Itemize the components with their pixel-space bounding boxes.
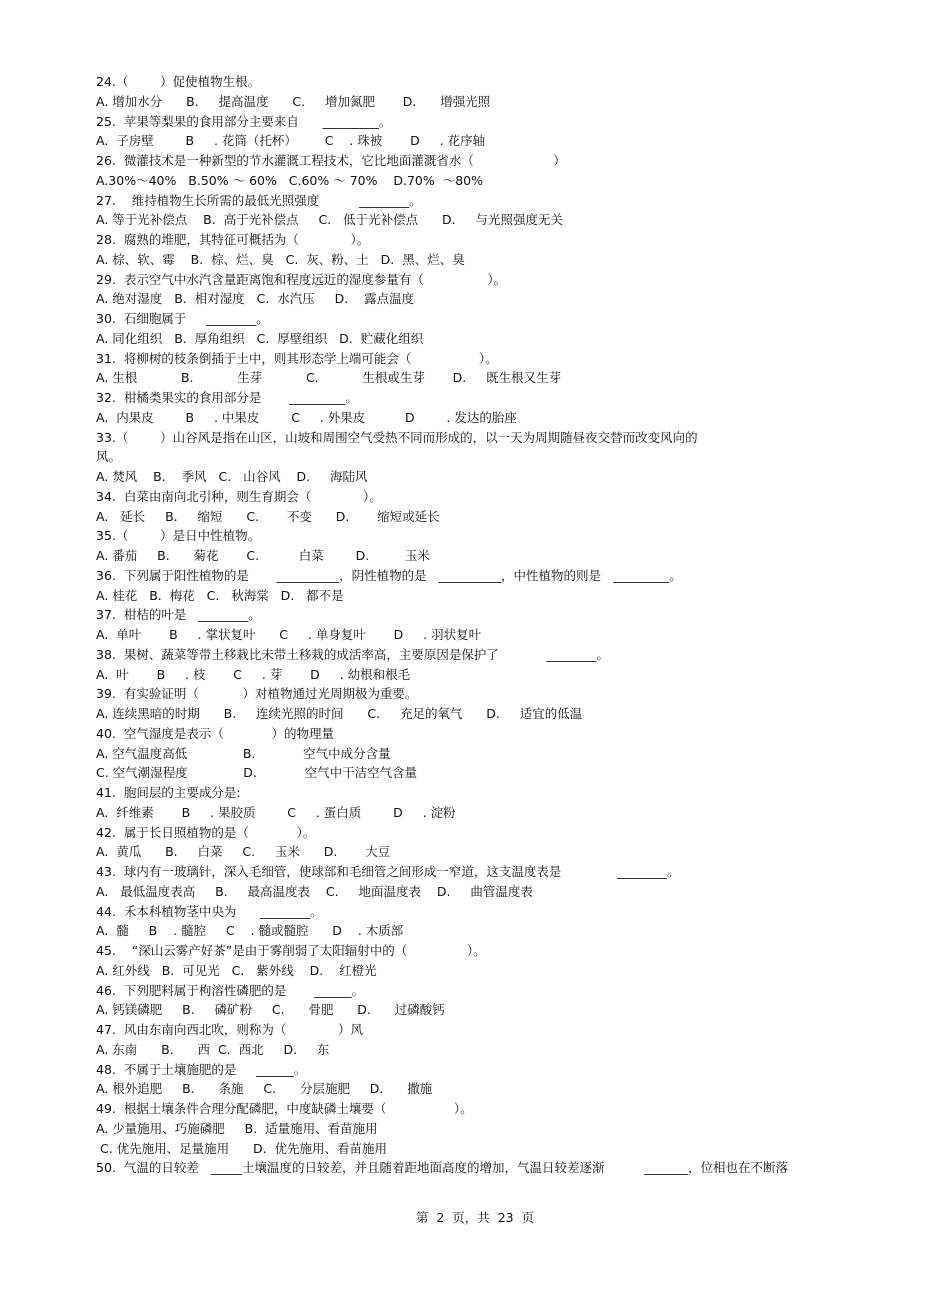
question-line: 47. 风由东南向西北吹，则称为（ ）风 (96, 1022, 363, 1037)
question-line: 39. 有实验证明（ ）对植物通过光周期极为重要。 (96, 686, 418, 702)
question-line: 38. 果树、蔬菜等带土移栽比未带土移栽的成活率高，主要原因是保护了 ________。 (96, 646, 610, 662)
answer-options: A. 同化组织 B. 厚角组织 C. 厚壁组织 D. 贮藏化组织 (96, 330, 424, 346)
page-footer: 第 2 页，共 23 页 (415, 1210, 535, 1225)
question-line: 42. 属于长日照植物的是（ ）。 (96, 824, 316, 840)
question-line: 28. 腐熟的堆肥，其特征可概括为（ ）。 (96, 232, 370, 247)
question-line: 34. 白菜由南向北引种，则生育期会（ ）。 (96, 488, 382, 504)
answer-options: A. 东南 B. 西 C. 西北 D. 东 (96, 1041, 330, 1057)
question-line-continued: 风。 (96, 449, 122, 465)
question-line: 25. 苹果等梨果的食用部分主要来自 _________。 (96, 113, 392, 129)
answer-options: A.30%～40% B.50% ～ 60% C.60% ～ 70% D.70% ～80% (96, 172, 483, 188)
question-line: 24.（ ）促使植物生根。 (96, 74, 261, 89)
question-line: 35.（ ）是日中性植物。 (96, 528, 261, 544)
answer-options: A. 单叶 B . 掌状复叶 C . 单身复叶 D . 羽状复叶 (96, 627, 482, 642)
question-line: 30. 石细胞属于 ________。 (96, 311, 269, 326)
answer-options: A. 延长 B. 缩短 C. 不变 D. 缩短或延长 (96, 508, 440, 524)
answer-options: A. 增加水分 B. 提高温度 C. 增加氮肥 D. 增强光照 (96, 93, 491, 109)
answer-options: A. 棕、软、霉 B. 棕、烂、臭 C. 灰、粉、土 D. 黑、烂、臭 (96, 251, 465, 267)
answer-options: A. 生根 B. 生芽 C. 生根或生芽 D. 既生根又生芽 (96, 370, 562, 386)
question-line: 27. 维持植物生长所需的最低光照强度 ________。 (96, 192, 422, 208)
answer-options: A. 黄瓜 B. 白菜 C. 玉米 D. 大豆 (96, 844, 391, 860)
answer-options: A. 空气温度高低 B. 空气中成分含量 (96, 745, 391, 761)
answer-options: A. 绝对湿度 B. 相对湿度 C. 水汽压 D. 露点温度 (96, 291, 415, 307)
question-line: 36. 下列属于阳性植物的是 __________，阴性植物的是 __________，中性植物的则是 _________。 (96, 567, 682, 583)
question-line: 46. 下列肥料属于枸溶性磷肥的是 ______。 (96, 982, 365, 998)
answer-options: C. 优先施用、足量施用 D. 优先施用、看苗施用 (96, 1140, 388, 1156)
answer-options: A. 最低温度表高 B. 最高温度表 C. 地面温度表 D. 曲管温度表 (96, 883, 533, 899)
answer-options: A. 连续黑暗的时期 B. 连续光照的时间 C. 充足的氧气 D. 适宜的低温 (96, 706, 583, 721)
question-line: 41. 胞间层的主要成分是: (96, 785, 241, 800)
answer-options: A. 等于光补偿点 B. 高于光补偿点 C. 低于光补偿点 D. 与光照强度无关 (96, 212, 563, 228)
question-line: 26. 微灌技术是一种新型的节水灌溉工程技术，它比地面灌溉省水（ ） (96, 153, 566, 168)
question-line: 49. 根据土壤条件合理分配磷肥，中度缺磷土壤要（ ）。 (96, 1101, 473, 1116)
question-line: 44. 禾本科植物茎中央为 ________。 (96, 903, 323, 919)
answer-options: A. 髓 B . 髓腔 C . 髓或髓腔 D . 木质部 (96, 923, 404, 939)
question-line: 33.（ ）山谷风是指在山区，山坡和周围空气受热不同而形成的，以一天为周期随昼夜交替而改变风向的 (96, 429, 698, 445)
answer-options: A. 红外线 B. 可见光 C. 紫外线 D. 红橙光 (96, 962, 377, 978)
question-line: 40. 空气湿度是表示（ ）的物理量 (96, 725, 335, 741)
question-line: 50. 气温的日较差 _____土壤温度的日较差，并且随着距地面高度的增加，气温日较差逐渐 _______，位相也在不断落 (96, 1160, 788, 1176)
answer-options: A. 子房壁 B . 花筒（托杯） C . 珠被 D . 花序轴 (96, 133, 486, 149)
answer-options: A. 少量施用、巧施磷肥 B. 适量施用、看苗施用 (96, 1120, 378, 1136)
document-page (96, 72, 886, 1178)
answer-options: A. 番茄 B. 菊花 C. 白菜 D. 玉米 (96, 548, 430, 563)
question-line: 48. 不属于土壤施肥的是 ______。 (96, 1061, 307, 1077)
answer-options: A. 根外追肥 B. 条施 C. 分层施肥 D. 撒施 (96, 1081, 433, 1097)
answer-options: A. 钙镁磷肥 B. 磷矿粉 C. 骨肥 D. 过磷酸钙 (96, 1002, 445, 1018)
answer-options: A. 桂花 B. 梅花 C. 秋海棠 D. 都不是 (96, 587, 344, 603)
question-line: 29. 表示空气中水汽含量距离饱和程度远近的湿度参量有（ ）。 (96, 271, 507, 287)
question-line: 32. 柑橘类果实的食用部分是 _________。 (96, 390, 358, 405)
question-line: 37. 柑桔的叶是 ________。 (96, 607, 261, 623)
question-line: 45. “深山云雾产好茶”是由于雾削弱了太阳辐射中的（ ）。 (96, 943, 486, 958)
answer-options: A. 焚风 B. 季风 C. 山谷风 D. 海陆风 (96, 469, 368, 484)
answer-options: A. 内果皮 B . 中果皮 C . 外果皮 D . 发达的胎座 (96, 409, 517, 425)
answer-options: A. 叶 B . 枝 C . 芽 D . 幼根和根毛 (96, 666, 411, 682)
question-line: 31. 将柳树的枝条倒插于土中，则其形态学上端可能会（ ）。 (96, 350, 498, 366)
answer-options: C. 空气潮湿程度 D. 空气中干洁空气含量 (96, 765, 418, 781)
answer-options: A. 纤维素 B . 果胶质 C . 蛋白质 D . 淀粉 (96, 804, 456, 820)
question-line: 43. 球内有一玻璃针，深入毛细管，使球部和毛细管之间形成一窄道，这支温度表是 ________。 (96, 864, 680, 879)
